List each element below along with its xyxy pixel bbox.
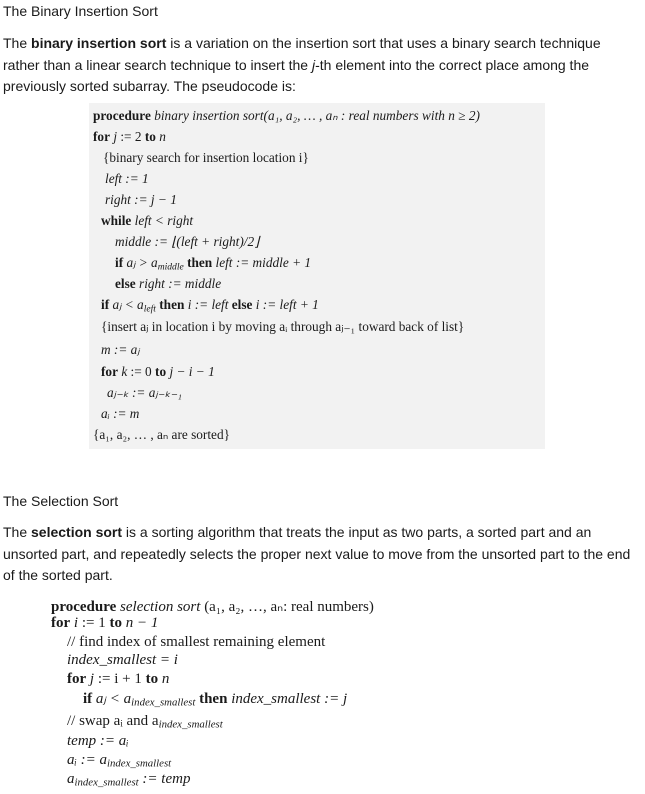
pseudocode-line: // swap aᵢ and $a_{index\_smallest}$ (67, 713, 223, 731)
pseudocode-line: {a₁, a₂, … , aₙ are sorted} (93, 427, 230, 442)
section2-heading: The Selection Sort (3, 493, 119, 509)
section1-heading: The Binary Insertion Sort (3, 3, 158, 19)
pseudocode-line: // find index of smallest remaining element (67, 634, 326, 650)
section1-paragraph: The binary insertion sort is a variation on the insertion sort that uses a binary search technique rather than a linear search technique to insert the j-th element into the correct place among the previously sorted subarray. The pseudocode is: (3, 35, 601, 94)
pseudocode-line: while left < right (101, 213, 194, 228)
pseudocode-line: for i := 1 to n − 1 (51, 615, 159, 631)
pseudocode-line: else right := middle (115, 276, 222, 291)
pseudocode-line: right := j − 1 (105, 192, 177, 207)
pseudocode-line: temp := aᵢ (67, 733, 129, 749)
pseudocode-line: procedure selection sort (a₁, a₂, …, aₙ: real numbers) (51, 599, 374, 615)
pseudocode-line: aᵢ := $a_{index\_smallest}$ (67, 752, 172, 770)
pseudocode-line: {insert aⱼ in location i by moving aᵢ through aⱼ₋₁ toward back of list} (101, 319, 465, 334)
pseudocode-line: if aⱼ < $a_{left}$ then i := left else i := left + 1 (101, 297, 319, 315)
pseudocode-line: $a_{index\_smallest}$ := temp (67, 771, 191, 789)
pseudocode-line: aⱼ₋ₖ := aⱼ₋ₖ₋₁ (107, 385, 182, 400)
pseudocode-line: for k := 0 to j − i − 1 (101, 364, 215, 379)
pseudocode-line: {binary search for insertion location i} (103, 150, 309, 165)
pseudocode-line: procedure binary insertion sort(a₁, a₂, … , aₙ : real numbers with n ≥ 2) (93, 108, 480, 123)
pseudocode-line: aᵢ := m (101, 406, 140, 421)
pseudocode-line: for j := 2 to n (93, 129, 166, 144)
pseudocode-line: for j := i + 1 to n (67, 671, 170, 687)
section2-paragraph: The selection sort is a sorting algorithm that treats the input as two parts, a sorted part and an unsorted part, and repeatedly selects the proper next value to move from the unsorted part to the end of the sorted part. (3, 524, 631, 583)
pseudocode-line: m := aⱼ (101, 342, 140, 357)
pseudocode-line: left := 1 (105, 171, 149, 186)
pseudocode-line: if aⱼ < $a_{index\_smallest}$ then index_smallest := j (83, 691, 348, 709)
pseudocode-line: index_smallest = i (67, 652, 178, 668)
pseudocode-line: if aⱼ > $a_{middle}$ then left := middle + 1 (115, 255, 312, 273)
pseudocode-line: middle := ⌊(left + right)/2⌋ (115, 234, 260, 249)
